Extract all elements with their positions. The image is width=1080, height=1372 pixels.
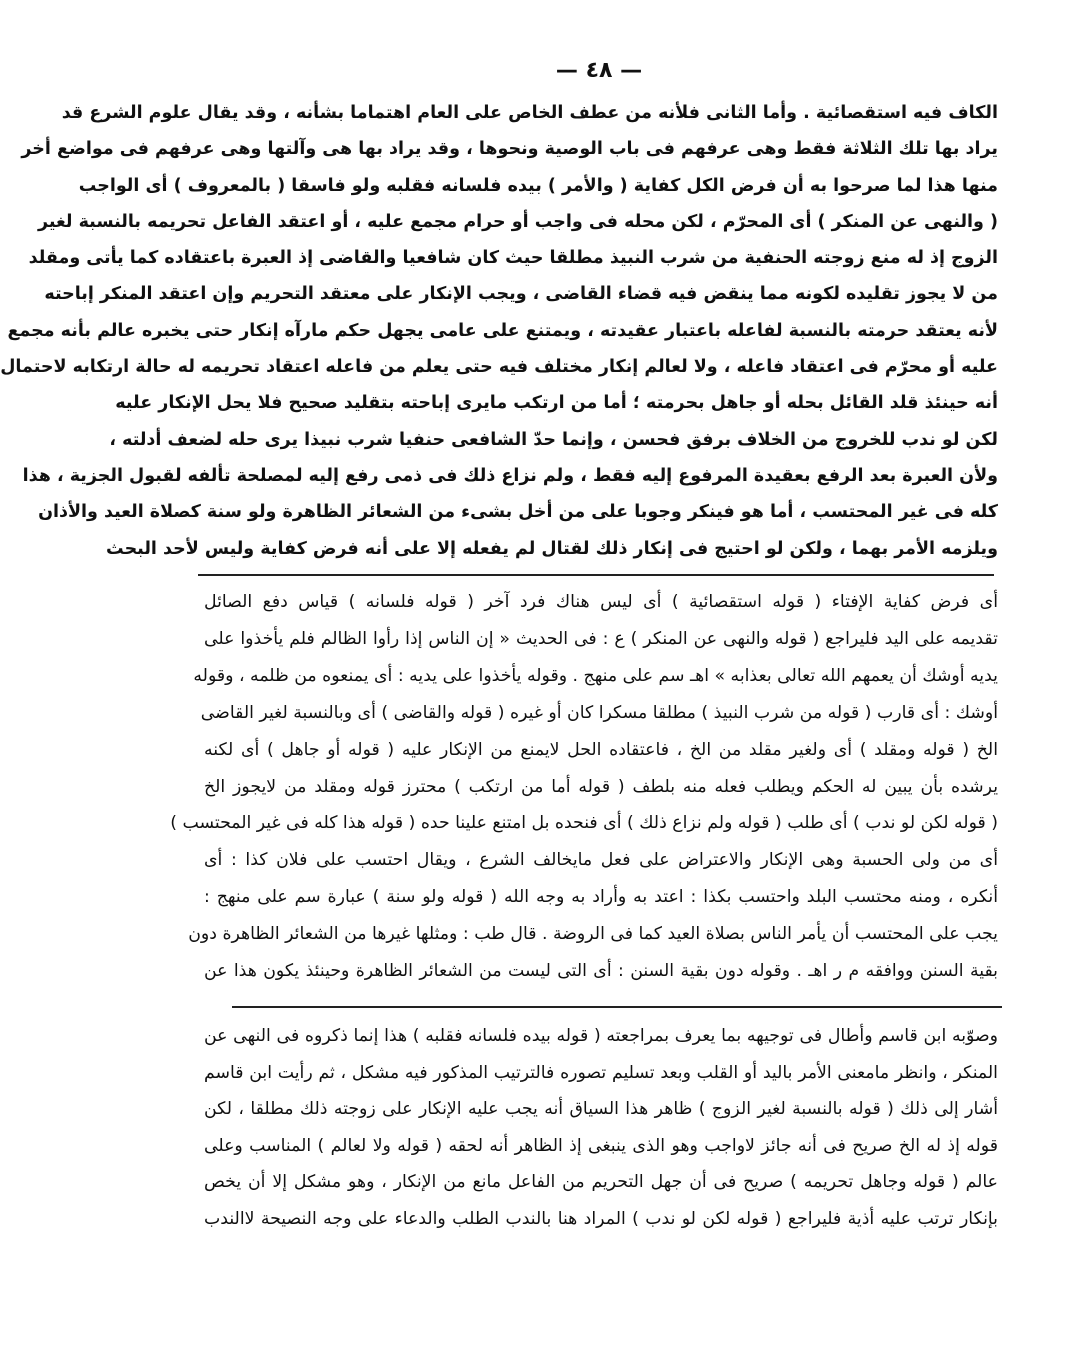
main-text-line: لكن لو ندب للخروج من الخلاف برفق فحسن ، وإنما حدّ الشافعى حنفيا شرب نبيذا يرى حله لضعف أدلته ، [109,429,998,450]
commentary-line: أنكره ، ومنه محتسب البلد واحتسب بكذا : اعتد به وأراد به وجه الله ( قوله ولو سنة ) عبارة سم على منهج : [204,887,998,908]
main-text-line: من لا يجوز تقليده لكونه مما ينقض فيه قضاء القاضى ، ويجب الإنكار على معتقد التحريم وإن اعتقد المنكر إباحته [44,284,998,305]
commentary-line: الخ ( قوله ومقلد ) أى ولغير مقلد من الخ ، فاعتقاده الحل لايمنع من الإنكار عليه ( قوله أو جاهل ) أى لكنه [204,739,998,760]
main-text-line: عليه أو محرّم فى اعتقاد فاعله ، ولا لعالم إنكار مختلف فيه حتى يعلم من فاعله اعتقاد تحريمه له حالة ارتكابه لاحتمال [0,357,998,378]
main-text-line: يراد بها تلك الثلاثة فقط وهى عرفهم فى باب الوصية ونحوها ، وقد يراد بها هى وآلتها وهى عرفهم فى مواضع أخر [21,139,998,160]
section-divider [232,1006,1002,1008]
main-text-line: الكاف فيه استقصائية . وأما الثانى فلأنه من عطف الخاص على العام اهتماما بشأنه ، وقد يقال علوم الشرع قد [61,103,998,123]
commentary-line: يديه أوشك أن يعمهم الله تعالى بعذابه » اهـ سم على منهج . وقوله يأخذوا على يديه : أى يمنعوه من ظلمه ، وقوله [193,665,998,686]
commentary-line: ( قوله لكن لو ندب ) أى طلب ( قوله ولم نزاع ذلك ) أى فنحده بل امتنع علينا حده ( قوله هذا كله فى غير المحتسب ) [170,813,998,834]
main-text-line: كله فى غير المحتسب ، أما هو فينكر وجوبا على من أخل بشىء من الشعائر الظاهرة ولو سنة كصلاة العيد والأذان [38,502,998,523]
page-number: — ٤٨ — [555,58,643,83]
commentary-line: أوشك : أى قارب ( قوله من شرب النبيذ ) مطلقا مسكرا كان أو غيره ( قوله والقاضى ) أى وبالنسبة لغير القاضى [200,702,998,723]
commentary-line: تقديمه على اليد فليراجع ( قوله والنهى عن المنكر ) ع : فى الحديث « إن الناس إذا رأوا الظالم فلم يأخذوا على [204,628,998,649]
subcommentary-line: وصوّبه ابن قاسم وأطال فى توجيهه بما يعرف بمراجعته ( قوله بيده فلسانه فقلبه ) هذا إنما ذكروه فى النهى عن [204,1026,998,1046]
main-text-line: لأنه يعتقد حرمته بالنسبة لفاعله باعتبار عقيدته ، ويمتنع على عامى يجهل حكم مارآه إنكار حتى يخبره عالم بأنه مجمع [7,320,998,341]
main-text-line: الزوج إذ له منع زوجته الحنفية من شرب النبيذ مطلقا حيث كان شافعيا والقاضى إذ العبرة باعتقاده كما يأتى ومقلد [28,248,998,269]
main-text-line: منها هذا لما صرحوا به أن فرض الكل كفاية ( والأمر ) بيده فلسانه فقلبه ولو فاسقا ( بالمعروف ) أى الواجب [78,175,998,196]
commentary-line: أى فرض كفاية الإفتاء ( قوله استقصائية ) أى ليس هناك فرد آخر ( قوله فلسانه ) قياس دفع الصائل [204,592,998,612]
main-text-line: ويلزمه الأمر بهما ، ولكن لو احتيج فى إنكار ذلك لقتال لم يفعله إلا على أنه فرض كفاية وليس لأحد البحث [106,538,998,559]
subcommentary-line: المنكر ، وانظر مامعنى الأمر باليد أو القلب وبعد تسليم تصوره فالترتيب المذكور فيه مشكل ، ثم رأيت ابن قاسم [204,1062,998,1083]
commentary-text [170,584,998,990]
subcommentary-line: بإنكار ترتب عليه أذية فليراجع ( قوله لكن لو ندب ) المراد هنا بالندب الطلب والدعاء على وجه النصيحة لاالندب [204,1208,998,1229]
subcommentary-line: أشار إلى ذلك ( قوله بالنسبة لغير الزوج ) ظاهر هذا السياق أنه يجب عليه الإنكار على زوجته ذلك مطلقا ، لكن [204,1099,998,1120]
commentary-line: يرشده بأن يبين له الحكم ويطلب فعله منه بلطف ( قوله أما من ارتكب ) محترز قوله ومقلد من لايجوز الخ [204,776,998,797]
subcommentary-text [204,1018,998,1238]
commentary-line: يجب على المحتسب أن يأمر الناس بصلاة العيد كما فى الروضة . قال طب : ومثلها غيرها من الشعائر الظاهرة دون [188,924,998,945]
main-text [0,95,998,567]
subcommentary-line: عالم ( قوله وجاهل تحريمه ) صريح فى أن جهل التحريم من الفاعل مانع من الإنكار ، وهو مشكل إلا أن يخص [204,1172,998,1193]
main-text-line: ولأن العبرة بعد الرفع بعقيدة المرفوع إليه فقط ، ولم نزاع ذلك فى ذمى رفع إليه لمصلحة تألفه لقبول الجزية ، هذا [22,465,998,486]
section-divider [198,574,994,576]
commentary-line: أى من ولى الحسبة وهى الإنكار والاعتراض على فعل مايخالف الشرع ، ويقال احتسب على فلان كذا : أى [204,850,998,871]
main-text-line: ( والنهى عن المنكر ) أى المحرّم ، لكن محله فى واجب أو حرام مجمع عليه ، أو اعتقد الفاعل تحريمه بالنسبة لغير [38,211,998,232]
subcommentary-line: قوله إذ له الخ صريح فى أنه جائز لاواجب وهو الذى ينبغى إذ الظاهر أنه لحقه ( قوله ولا لعالم ) المناسب وعلى [204,1135,998,1156]
main-text-line: أنه حينئذ قلد القائل بحله أو جاهل بحرمته ؛ أما من ارتكب مايرى إباحته بتقليد صحيح فلا يحل الإنكار عليه [115,393,998,414]
commentary-line: بقية السنن ووافقه م ر اهـ . وقوله دون بقية السنن : أى التى ليست من الشعائر الظاهرة وحينئذ يكون هذا عن [204,961,998,982]
